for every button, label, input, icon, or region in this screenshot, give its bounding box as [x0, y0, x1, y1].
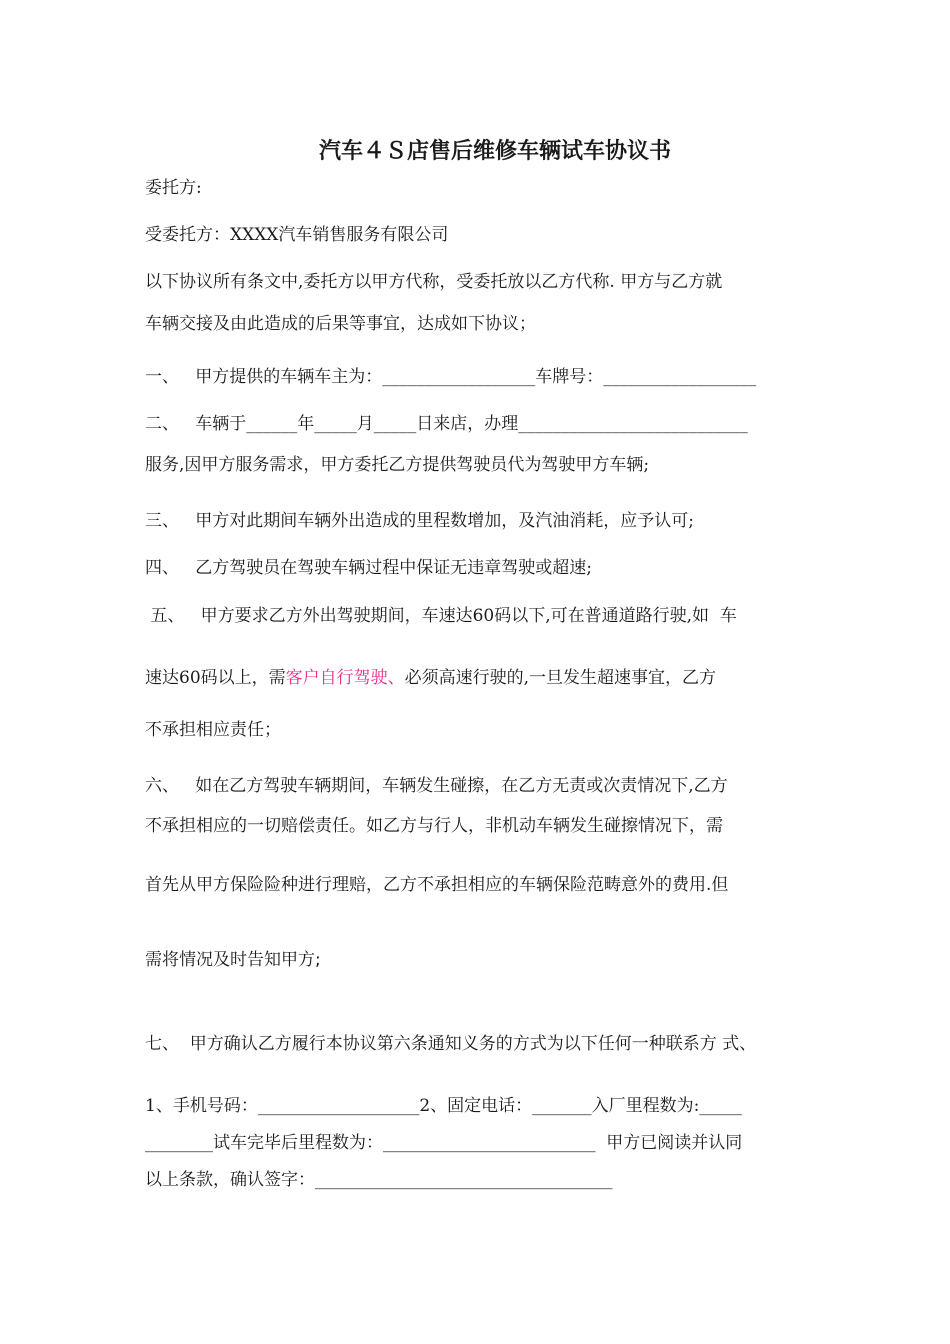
clause-5-line-1: 五、 甲方要求乙方外出驾驶期间，车速达60码以下,可在普通道路行驶,如 车: [145, 606, 737, 626]
client-line: 委托方:: [145, 178, 202, 198]
clause-2-line-1: 二、 车辆于______年_____月_____日来店，办理___________________________: [145, 414, 748, 434]
clause-5-line-2-start: 速达60码以上，需: [145, 668, 286, 688]
clause-7: 七、 甲方确认乙方履行本协议第六条通知义务的方式为以下任何一种联系方 式、: [145, 1034, 757, 1054]
document-title: 汽车４Ｓ店售后维修车辆试车协议书: [318, 139, 671, 164]
clause-4: 四、 乙方驾驶员在驾驶车辆过程中保证无违章驾驶或超速;: [145, 558, 592, 578]
highlighted-phrase: 客户自行驾驶、: [285, 668, 405, 688]
form-line-3: 以上条款，确认签字：___________________________________: [145, 1170, 613, 1190]
intro-line-2: 车辆交接及由此造成的后果等事宜，达成如下协议；: [145, 314, 536, 334]
form-line-2: ________试车完毕后里程数为：_________________________ 甲方已阅读并认同: [145, 1133, 743, 1153]
agent-line: 受委托方：XXXX汽车销售服务有限公司: [145, 225, 449, 245]
clause-2-line-2: 服务,因甲方服务需求，甲方委托乙方提供驾驶员代为驾驶甲方车辆;: [145, 455, 650, 475]
intro-line-1: 以下协议所有条文中,委托方以甲方代称，受委托放以乙方代称. 甲方与乙方就: [145, 272, 723, 292]
clause-5-line-2-end: 必须高速行驶的,一旦发生超速事宜，乙方: [404, 668, 717, 688]
clause-6-line-1: 六、 如在乙方驾驶车辆期间，车辆发生碰擦，在乙方无责或次责情况下,乙方: [145, 776, 728, 796]
clause-1: 一、 甲方提供的车辆车主为：__________________车牌号：__________________: [145, 367, 757, 387]
form-line-1: 1、手机号码：___________________2、固定电话：_______入厂里程数为:_____: [145, 1096, 742, 1116]
clause-5-line-3: 不承担相应责任；: [145, 720, 281, 740]
clause-5-line-2: [145, 667, 716, 689]
clause-6-line-4: 需将情况及时告知甲方;: [145, 950, 321, 970]
clause-6-line-2: 不承担相应的一切赔偿责任。如乙方与行人，非机动车辆发生碰擦情况下，需: [145, 816, 723, 836]
clause-3: 三、 甲方对此期间车辆外出造成的里程数增加，及汽油消耗，应予认可;: [145, 511, 694, 531]
clause-6-line-3: 首先从甲方保险险种进行理赔，乙方不承担相应的车辆保险范畴意外的费用.但: [145, 875, 729, 895]
